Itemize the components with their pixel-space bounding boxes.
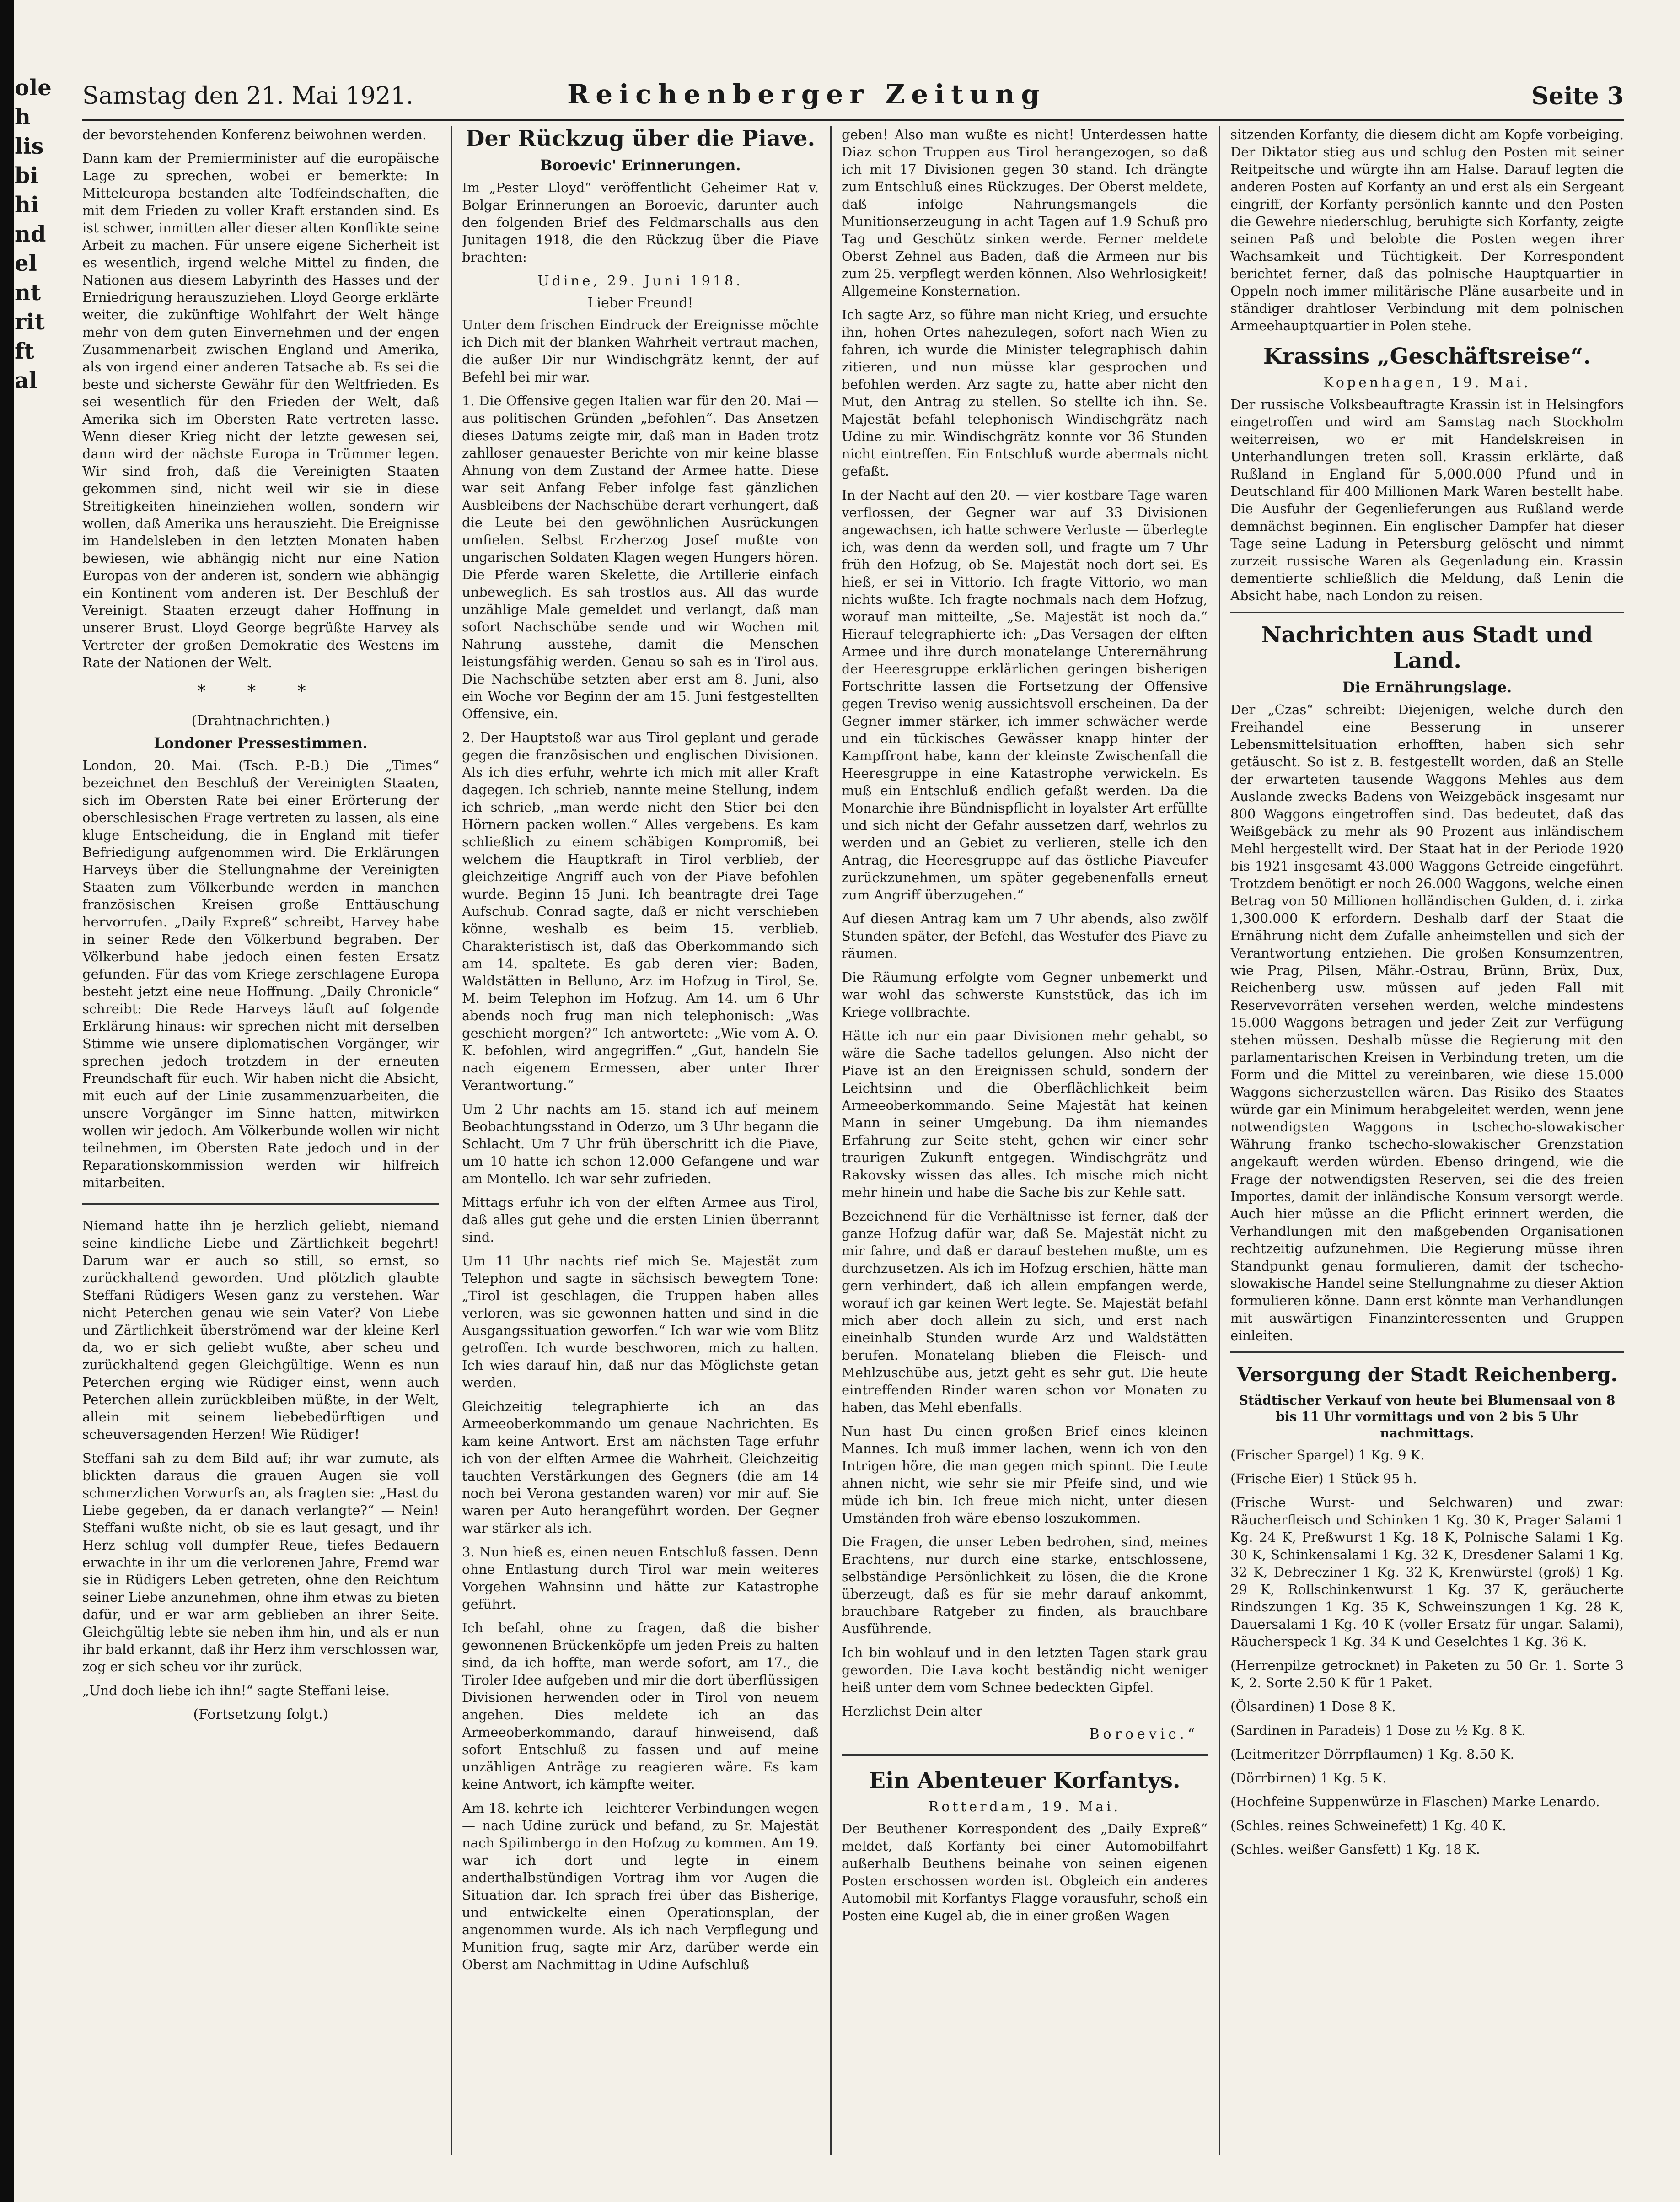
list-item: (Sardinen in Paradeis) 1 Dose zu ½ Kg. 8 K. — [1230, 1723, 1526, 1738]
letter-paragraph: 1. Die Offensive gegen Italien war für den 20. Mai — aus politischen Gründen „befohlen“. Das Ansetzen dieses Datums zeigte mir, daß man in Baden trotz zahlloser genauester Berichte von mir keine blasse Ahnung von dem Zustand der Armee hatte. Diese war seit Anfang Feber infolge fast gänzlichen Ausbleibens der Nachschübe derart verhungert, daß die Leute bei den gewöhnlichen Ausrückungen umfielen. Selbst Erzherzog Josef mußte von ungarischen Soldaten Klagen wegen Hungers hören. Die Pferde waren Skelette, die Artillerie einfach unbeweglich. Es sah trostlos aus. All das wurde unzählige Male gemeldet und verlangt, daß man sofort Nachschübe sende und wir Wochen mit Nahrung ausstehe, damit die Menschen leistungsfähig werden. Genau so sah es in Tirol aus. Die Nachschübe setzten aber erst am 8. Juni, also ein Woche vor Beginn der am 15. Juni festgestellten Offensive, ein. — [462, 393, 819, 721]
list-item: (Schles. weißer Gansfett) 1 Kg. 18 K. — [1230, 1841, 1480, 1857]
page-edge-shadow — [0, 0, 14, 2202]
list-item: (Hochfeine Suppenwürze in Flaschen) Marke Lenardo. — [1230, 1794, 1600, 1809]
article-title: Ein Abenteuer Korfantys. — [869, 1768, 1181, 1793]
letter-paragraph: Hätte ich nur ein paar Divisionen mehr gehabt, so wäre die Sache tadellos gelungen. Also nicht der Piave ist an den Ereignissen schuld, sondern der Leichtsinn und die Oberflächlichkeit beim Armeeoberkommando. Seine Majestät hat keinen Mann in seiner Umgebung. Da ihm niemandes Erfahrung zur Seite steht, gehen wir einer sehr traurigen Zukunft entgegen. Windischgrätz und Rakovsky wissen das alles. Ich mische mich nicht mehr hinein und habe die Sache bis zur Kehle satt. — [842, 1028, 1208, 1200]
section-label: (Drahtnachrichten.) — [191, 713, 330, 729]
page-number: Seite 3 — [1531, 82, 1624, 110]
masthead — [82, 69, 1624, 121]
feuilleton-paragraph: Niemand hatte ihn je herzlich geliebt, niemand seine kindliche Liebe und Zärtlichkeit begehrt! Darum war er auch so still, so ernst, so zurückhaltend geworden. Und plötzlich glaubte Steffani Rüdigers Wesen ganz zu verstehen. War nicht Peterchen genau wie sein Vater? Von Liebe und Zärtlichkeit überströmend war der kleine Kerl da, wo er sich geliebt wußte, aber scheu und zurückhaltend gegen Gleichgültige. Wenn es nun Peterchen erging wie Rüdiger einst, wenn auch Peterchen allein zurückbleiben müßte, in der Welt, allein mit seinem liebebedürftigen und scheuversagenden Herzen! Wie Rüdiger! — [82, 1218, 439, 1442]
list-item: (Frischer Spargel) 1 Kg. 9 K. — [1230, 1447, 1425, 1463]
column-rule — [451, 126, 452, 2155]
letter-paragraph: Die Räumung erfolgte vom Gegner unbemerkt und war wohl das schwerste Kunststück, das ich im Kriege vollbrachte. — [842, 969, 1208, 1020]
letter-paragraph: Die Fragen, die unser Leben bedrohen, sind, meines Erachtens, nur durch eine starke, entschlossene, selbständige Persönlichkeit zu lösen, die die Krone überzeugt, daß es für sie mehr darauf ankommt, brauchbare Ratgeber zu finden, als brauchbare Ausführende. — [842, 1534, 1208, 1637]
letter-paragraph: Um 2 Uhr nachts am 15. stand ich auf meinem Beobachtungsstand in Oderzo, um 3 Uhr begann die Schlacht. Um 7 Uhr früh überschritt ich die Piave, um 10 hatte ich schon 12.000 Gefangene und war am Montello. Ich war sehr zufrieden. — [462, 1101, 819, 1186]
letter-paragraph: Auf diesen Antrag kam um 7 Uhr abends, also zwölf Stunden später, der Befehl, das Westufer des Piave zu räumen. — [842, 911, 1208, 961]
masthead-title: Reichenberger Zeitung — [567, 79, 1046, 110]
section-divider-stars: * * * — [197, 682, 324, 701]
letter-closing: Herzlichst Dein alter — [842, 1703, 982, 1719]
section-subtitle: Die Ernährungslage. — [1342, 678, 1512, 696]
section-title: Londoner Pressestimmen. — [154, 734, 368, 752]
section-title: Nachrichten aus Stadt und Land. — [1261, 622, 1593, 673]
masthead-date: Samstag den 21. Mai 1921. — [82, 82, 413, 110]
article-paragraph: Der Beuthener Korrespondent des „Daily Expreß“ meldet, daß Korfanty bei einer Automobilfahrt außerhalb Beuthens beinahe von seinen eigenen Posten erschossen worden ist. Obgleich ein anderes Automobil mit Korfantys Flagge vorausfuhr, schoß ein Posten eine Kugel ab, die in einer großen Wagen — [842, 1821, 1208, 1923]
newspaper-page — [82, 69, 1624, 2155]
letter-signature: Boroevic.“ — [1089, 1726, 1198, 1742]
column-2 — [462, 126, 819, 2155]
letter-paragraph: Nun hast Du einen großen Brief eines kleinen Mannes. Ich muß immer lachen, wenn ich von den Intrigen höre, die man gegen mich spinnt. Die Leute ahnen nicht, wie sehr sie mir Pfeife sind, und wie müde ich bin. Ich freue mich nicht, unter diesen Umständen froh wäre ebenso loszukommen. — [842, 1423, 1208, 1526]
letter-paragraph: Mittags erfuhr ich von der elften Armee aus Tirol, daß alles gut gehe und die ersten Linien überrannt sind. — [462, 1195, 819, 1245]
article-dateline: Kopenhagen, 19. Mai. — [1323, 375, 1531, 391]
letter-place-date: Udine, 29. Juni 1918. — [537, 273, 743, 289]
letter-paragraph: geben! Also man wußte es nicht! Unterdessen hatte Diaz schon Truppen aus Tirol herangezogen, so daß ich mit 17 Divisionen gegen 30 stand. Ich drängte zum Entschluß eines Rückzuges. Der Oberst meldete, daß infolge Nahrungsmangels die Munitionserzeugung in acht Tagen auf 1.9 Schuß pro Tag und Geschütz sinken werde. Ferner meldete Oberst Zehnel aus Baden, daß die Armeen nur bis zum 25. verpflegt werden können. Also Wehrlosigkeit! Allgemeine Konsternation. — [842, 127, 1208, 299]
article-paragraph: Der russische Volksbeauftragte Krassin ist in Helsingfors eingetroffen und wird am Samstag nach Stockholm weiterreisen, wo er mit Handelskreisen in Unterhandlungen treten soll. Krassin erklärte, daß Rußland in England für 5,000.000 Pfund und in Deutschland für 400 Millionen Mark Waren bestellt habe. Die Ausfuhr der Gegenlieferungen aus Rußland werde demnächst beginnen. Ein englischer Dampfer hat dieser Tage seine Ladung in Petersburg gelöscht und nimmt zurzeit russische Waren als Gegenladung ein. Krassin dementierte schließlich die Meldung, daß Lenin die Absicht habe, nach London zu reisen. — [1230, 397, 1624, 603]
list-item: (Leitmeritzer Dörrpflaumen) 1 Kg. 8.50 K. — [1230, 1746, 1514, 1762]
letter-paragraph: Ich befahl, ohne zu fragen, daß die bisher gewonnenen Brückenköpfe um jeden Preis zu halten sind, da ich hoffte, man werde sofort, am 17., die Tiroler Idee aufgeben und mir die dort überflüssigen Divisionen herwenden oder in Tirol von neuem angehen. Dies meldete ich an das Armeeoberkommando, darauf hinweisend, daß sofort Entschluß zu fassen und auf meine unzähligen Anträge zu reagieren wäre. Es kam keine Antwort, ich kämpfte weiter. — [462, 1620, 819, 1792]
article-paragraph: sitzenden Korfanty, die diesem dicht am Kopfe vorbeiging. Der Diktator stieg aus und schlug den Posten mit seiner Reitpeitsche und würgte ihn am Halse. Darauf legten die anderen Posten auf Korfanty an und erst als ein Sergeant eingriff, der Korfanty persönlich kannte und den Posten die Gewehre niederschlug, beruhigte sich Korfanty, zeigte seinen Paß und belobte die Posten wegen ihrer Wachsamkeit und Tüchtigkeit. Der Korrespondent berichtet ferner, daß das polnische Hauptquartier in Oppeln noch immer militärische Pläne ausarbeite und in ständiger drahtloser Verbindung mit dem polnischen Armeehauptquartier in Polen stehe. — [1230, 127, 1624, 334]
article-paragraph: Dann kam der Premierminister auf die europäische Lage zu sprechen, wobei er bemerkte: In Mitteleuropa bestanden alte Todfeindschaften, die mit dem Frieden zu voller Kraft erstanden sind. Es ist schwer, inmitten aller dieser alten Konflikte seine Arbeit zu machen. Für unsere eigene Sicherheit ist es wesentlich, irgend welche Mittel zu finden, die Nationen aus diesem Labyrinth des Hasses und der Erniedrigung herauszuziehen. Lloyd George erklärte weiter, die zukünftige Wohlfahrt der Welt hänge mehr von dem guten Einvernehmen und der engen Zusammenarbeit zwischen England und Amerika, als von irgend einer anderen Tatsache ab. Es sei die beste und sicherste Gewähr für den Weltfrieden. Es sei wesentlich für den Frieden der Welt, daß Amerika sich im Obersten Rate vertreten lasse. Wenn dieser Krieg nicht der letzte gewesen sei, dann wird der nächste Europa in Trümmer legen. Wir sind froh, daß die Vereinigten Staaten gekommen sind, nicht weil wir sie in diese Streitigkeiten hineinziehen wollen, sondern wir wollen, daß Amerika uns herauszieht. Die Ereignisse im Handelsleben in den letzten Monaten haben bewiesen, wie abhängig nicht nur eine Nation Europas von der anderen ist, sondern wie abhängig ein Kontinent vom anderen ist. Der Beschluß der Vereinigt. Staaten erzeugt daher Hoffnung in unserer Brust. Lloyd George begrüßte Harvey als Vertreter der großen Demokratie des Westens im Rate der Nationen der Welt. — [82, 151, 439, 670]
list-item: (Herrenpilze getrocknet) in Paketen zu 50 Gr. 1. Sorte 3 K, 2. Sorte 2.50 K für 1 Paket. — [1230, 1658, 1624, 1691]
list-item: (Ölsardinen) 1 Dose 8 K. — [1230, 1699, 1396, 1714]
section-subtitle: Städtischer Verkauf von heute bei Blumensaal von 8 bis 11 Uhr vormittags und von 2 bis 5 Uhr nachmittags. — [1239, 1393, 1616, 1441]
feuilleton-paragraph: Steffani sah zu dem Bild auf; ihr war zumute, als blickten daraus die grauen Augen sie voll schmerzlichen Vorwurfs an, als fragten sie: „Hast du Liebe gegeben, da er danach verlangte?“ — Nein! Steffani wußte nicht, ob sie es laut gesagt, und ihr Herz schlug voll dumpfer Reue, tiefes Bedauern erwachte in ihr um die verlorenen Jahre, Fremd war sie in Rüdigers Leben getreten, ohne den Reichtum seiner Liebe anzunehmen, ohne ihm etwas zu bieten dafür, und er war arm geblieben an ihrer Seite. Gleichgültig lebte sie neben ihm hin, und als er nun ihr bald erkannt, daß ihr Herz ihm verschlossen war, zog er sich scheu vor ihr zurück. — [82, 1450, 439, 1674]
article-dateline: Rotterdam, 19. Mai. — [928, 1799, 1121, 1815]
feuilleton-divider — [82, 1203, 439, 1205]
section-title: Versorgung der Stadt Reichenberg. — [1236, 1363, 1618, 1386]
article-paragraph: der bevorstehenden Konferenz beiwohnen werden. — [82, 127, 427, 142]
letter-paragraph: In der Nacht auf den 20. — vier kostbare Tage waren verflossen, der Gegner war auf 33 Divisionen angewachsen, ich hatte schwere Verluste — überlegte ich, was denn da werden soll, und fragte um 7 Uhr früh den Hofzug, ob Se. Majestät noch dort sei. Es hieß, er sei in Vittorio. Ich fragte Vittorio, wo man nichts wußte. Ich fragte nochmals nach dem Hofzug, worauf man mitteilte, „Se. Majestät ist noch da.“ Hierauf telegraphierte ich: „Das Versagen der elften Armee und ihre durch monatelange Unterernährung der Heeresgruppe erklärlichen geringen bisherigen Fortschritte lassen die Fortsetzung der Offensive gegen Treviso wenig aussichtsvoll erscheinen. Da der Gegner immer stärker, ich immer schwächer werde und ein tückisches Gewässer knapp hinter der Kampffront habe, kann der kleinste Zwischenfall die Heeresgruppe in eine Katastrophe verwickeln. Es muß ein Entschluß endlich gefaßt werden. Da die Monarchie ihre Bündnispflicht in loyalster Art erfüllte und sich nicht der Gefahr aussetzen darf, wehrlos zu werden und an Gebiet zu verlieren, stelle ich den Antrag, die Heeresgruppe auf das östliche Piaveufer zurückzunehmen, um später gegebenenfalls erneut zum Angriff überzugehen.“ — [842, 487, 1208, 903]
article-divider — [842, 1754, 1208, 1756]
letter-paragraph: Ich sagte Arz, so führe man nicht Krieg, und ersuchte ihn, hohen Ortes nahezulegen, sofort nach Wien zu fahren, ich wurde die Minister telegraphisch dahin zitieren, und nun müsse klar gesprochen und befohlen werden. Arz sagte zu, hatte aber nicht den Mut, den Antrag zu stellen. So stellte ich ihn. Se. Majestät befahl telephonisch Windischgrätz nach Udine zu mir. Windischgrätz konnte vor 36 Stunden nicht eintreffen. Ein Entschluß wurde abermals nicht gefaßt. — [842, 307, 1208, 479]
letter-paragraph: 3. Nun hieß es, einen neuen Entschluß fassen. Denn ohne Entlastung durch Tirol war mein weiteres Vorgehen Wahnsinn und hätte zur Katastrophe geführt. — [462, 1544, 819, 1612]
article-title: Krassins „Geschäftsreise“. — [1263, 344, 1591, 369]
article-paragraph: London, 20. Mai. (Tsch. P.-B.) Die „Times“ bezeichnet den Beschluß der Vereinigten Staaten, sich im Obersten Rate bei einer Erörterung der oberschlesischen Frage vertreten zu lassen, als eine kluge Entscheidung, die in England mit tiefer Befriedigung aufgenommen wird. Die Erklärungen Harveys über die Stellungnahme der Vereinigten Staaten zum Völkerbunde werden in manchen französischen Kreisen große Enttäuschung hervorrufen. „Daily Expreß“ schreibt, Harvey habe in seiner Rede den Völkerbund begraben. Der Völkerbund habe jedoch einen festen Ersatz gefunden. Für das vom Kriege zerschlagene Europa besteht jetzt eine neue Hoffnung. „Daily Chronicle“ schreibt: Die Rede Harveys läuft auf folgende Erklärung hinaus: wir sprechen nicht mit derselben Stimme wie unsere diplomatischen Vorgänger, wir sprechen jedoch trotzdem in der erneuten Freundschaft für euch. Wir haben nicht die Absicht, mit euch auf der Linie zusammenzuarbeiten, die unsere Vorgänger im Sinne hatten, mitwirken wollen wir jedoch. Am Völkerbunde wollen wir nicht teilnehmen, im Obersten Rate jedoch und in der Reparationskommission werden wir hilfreich mitarbeiten. — [82, 758, 439, 1190]
list-item: (Schles. reines Schweinefett) 1 Kg. 40 K. — [1230, 1818, 1507, 1833]
letter-paragraph: Am 18. kehrte ich — leichterer Verbindungen wegen — nach Udine zurück und befand, zu Sr. Majestät nach Spilimbergo in den Hofzug zu kommen. Am 19. war ich dort und legte in einem anderthalbstündigen Vortrag ihm vor Augen die Situation dar. Ich sprach frei über das Bisherige, und entwickelte einen Operationsplan, der angenommen wurde. Als ich nach Verpflegung und Munition frug, sagte mir Arz, darüber werde ein Oberst am Nachmittag in Udine Aufschluß — [462, 1800, 819, 1972]
list-item: (Dörrbirnen) 1 Kg. 5 K. — [1230, 1770, 1387, 1786]
letter-paragraph: Bezeichnend für die Verhältnisse ist ferner, daß der ganze Hofzug dafür war, daß Se. Majestät nicht zu mir fahre, und daß er darauf bestehen mußte, um es durchzusetzen. Als ich im Hofzug erschien, hätte man gern verhindert, daß ich allein empfangen werde, worauf ich gar keinen Wert legte. Se. Majestät befahl mich aber doch allein zu sich, und erst nach eineinhalb Stunden wurde Arz und Waldstätten berufen. Monatelang blieben die Fleisch- und Mehlzuschübe aus, jetzt geht es sehr gut. Die heute eintreffenden Rinder waren schon vor Monaten zu haben, das Mehl ebenfalls. — [842, 1208, 1208, 1415]
continued-note: (Fortsetzung folgt.) — [193, 1707, 328, 1723]
list-item: (Frische Eier) 1 Stück 95 h. — [1230, 1471, 1417, 1486]
section-divider — [1230, 612, 1624, 613]
article-subtitle: Boroevic' Erinnerungen. — [540, 156, 741, 174]
letter-paragraph: Ich bin wohlauf und in den letzten Tagen stark grau geworden. Die Lava kocht beständig nicht weniger heiß unter dem vom Schnee bedeckten Gipfel. — [842, 1645, 1208, 1695]
section-divider — [1230, 1351, 1624, 1353]
column-3 — [842, 126, 1208, 2155]
letter-paragraph: Unter dem frischen Eindruck der Ereignisse möchte ich Dich mit der blanken Wahrheit vertraut machen, die außer Dir nur Windischgrätz kennt, der auf Befehl bei mir war. — [462, 317, 819, 385]
letter-salutation: Lieber Freund! — [587, 295, 693, 311]
letter-paragraph: Um 11 Uhr nachts rief mich Se. Majestät zum Telephon und sagte in sächsisch bewegtem Tone: „Tirol ist geschlagen, die Truppen haben alles verloren, was sie gewonnen hatten und sind in die Ausgangssituation geworfen.“ Ich war wie vom Blitz getroffen. Ich wurde beschworen, mich zu halten. Ich wies darauf hin, daß nur das Möglichste getan werden. — [462, 1253, 819, 1390]
column-1 — [82, 126, 439, 2155]
article-intro: Im „Pester Lloyd“ veröffentlicht Geheimer Rat v. Bolgar Erinnerungen an Boroevic, darunter auch den folgenden Brief des Feldmarschalls aus den Junitagen 1918, die den Rückzug über die Piave brachten: — [462, 180, 819, 265]
list-item: (Frische Wurst- und Selchwaren) und zwar: Räucherfleisch und Schinken 1 Kg. 30 K, Prager Salami 1 Kg. 24 K, Preßwurst 1 Kg. 18 K, Polnische Salami 1 Kg. 30 K, Schinkensalami 1 Kg. 32 K, Dresdener Salami 1 Kg. 32 K, Debrecziner 1 Kg. 32 K, Krenwürstel (groß) 1 Kg. 29 K, Rollschinkenwurst 1 Kg. 37 K, geräucherte Rindszungen 1 Kg. 35 K, Schweinszungen 1 Kg. 28 K, Dauersalami 1 Kg. 40 K (voller Ersatz für ungar. Salami), Räucherspeck 1 Kg. 34 K und Geselchtes 1 Kg. 36 K. — [1230, 1495, 1624, 1649]
columns — [82, 126, 1624, 2155]
feuilleton-paragraph: „Und doch liebe ich ihn!“ sagte Steffani leise. — [82, 1683, 390, 1698]
column-rule — [1219, 126, 1220, 2155]
column-rule — [830, 126, 832, 2155]
letter-paragraph: Gleichzeitig telegraphierte ich an das Armeeoberkommando um genaue Nachrichten. Es kam keine Antwort. Erst am nächsten Tage erfuhr ich von der elften Armee die Wahrheit. Gleichzeitig tauchten Verstärkungen des Gegners (die am 14 noch bei Verona gestanden waren) vor mir auf. Sie waren per Auto herangeführt worden. Der Gegner war stärker als ich. — [462, 1399, 819, 1536]
article-paragraph: Der „Czas“ schreibt: Diejenigen, welche durch den Freihandel eine Besserung in unserer Lebensmittelsituation erhofften, haben sich sehr getäuscht. So ist z. B. festgestellt worden, daß an Stelle der erwarteten tausende Waggons Mehles aus dem Auslande zwecks Badens von Weizgebäck insgesamt nur 800 Waggons eingetroffen sind. Das bedeutet, daß das Weißgebäck zu mehr als 90 Prozent aus inländischem Mehl hergestellt wird. Der Staat hat in der Periode 1920 bis 1921 insgesamt 43.000 Waggons Getreide eingeführt. Trotzdem benötigt er noch 26.000 Waggons, welche einen Betrag von 50 Millionen holländischen Gulden, d. i. zirka 1,300.000 K erfordern. Deshalb darf der Staat die Ernährung nicht dem Zufalle anheimstellen und sich der Verantwortung entziehen. Die großen Konsumzentren, wie Prag, Pilsen, Mähr.-Ostrau, Brünn, Brüx, Dux, Reichenberg usw. müssen auf jeden Fall mit Reservevorräten versehen werden, welche mindestens 15.000 Waggons betragen und jeder Zeit zur Verfügung stehen müssen. Deshalb müsse die Regierung mit den parlamentarischen Kreisen in Verbindung treten, um die Form und die Mittel zu vereinbaren, wie diese 15.000 Waggons sicherzustellen wären. Das Risiko des Staates würde gar ein Minimum herabgeleitet werden, wenn jene notwendigsten Waggons in tschecho-slowakischer Währung franko tschecho-slowakischer Grenzstation angekauft werden würden. Ebenso dringend, wie die Frage der notwendigsten Reserven, sei die des freien Importes, damit der inländische Konsum versorgt werde. Auch hier müsse an die Pflicht erinnert werden, die Verhandlungen mit den maßgebenden Organisationen rechtzeitig aufzunehmen. Die Regierung müsse ihren Standpunkt genau formulieren, damit der tschecho-slowakische Handel seine Stellungnahme zu dieser Aktion formulieren könne. Dann erst könnte man Verhandlungen mit auswärtigen Finanzinteressenten und Gruppen einleiten. — [1230, 702, 1624, 1343]
article-title: Der Rückzug über die Piave. — [465, 126, 816, 151]
column-4 — [1230, 126, 1624, 2155]
letter-paragraph: 2. Der Hauptstoß war aus Tirol geplant und gerade gegen die französischen und englischen Divisionen. Als ich dies erfuhr, wehrte ich mich mit aller Kraft dagegen. Ich schrieb, nannte meine Stellung, indem ich schrieb, „man werde nicht den Stier bei den Hörnern packen wollen.“ Alles vergebens. Es kam schließlich zu einem schäbigen Kompromiß, bei welchem die Hauptkraft in Tirol verblieb, der gleichzeitige Angriff auch von der Piave befohlen wurde. Beginn 15 Juni. Ich beantragte drei Tage Aufschub. Conrad sagte, daß er nicht verschieben könne, weshalb es beim 15. verblieb. Charakteristisch ist, daß das Oberkommando sich am 14. spaltete. Es gab deren vier: Baden, Waldstätten in Belluno, Arz im Hofzug in Tirol, Se. M. beim Telephon im Hofzug. Am 14. um 6 Uhr abends noch frug man nich telephonisch: „Was geschieht morgen?“ Ich antwortete: „Wie vom A. O. K. befohlen, wird angegriffen.“ „Gut, handeln Sie nach eigenem Ermessen, aber unter Ihrer Verantwortung.“ — [462, 730, 819, 1093]
adjacent-page-fragment: ole h lis bi hi nd el nt rit ft al — [15, 75, 52, 393]
